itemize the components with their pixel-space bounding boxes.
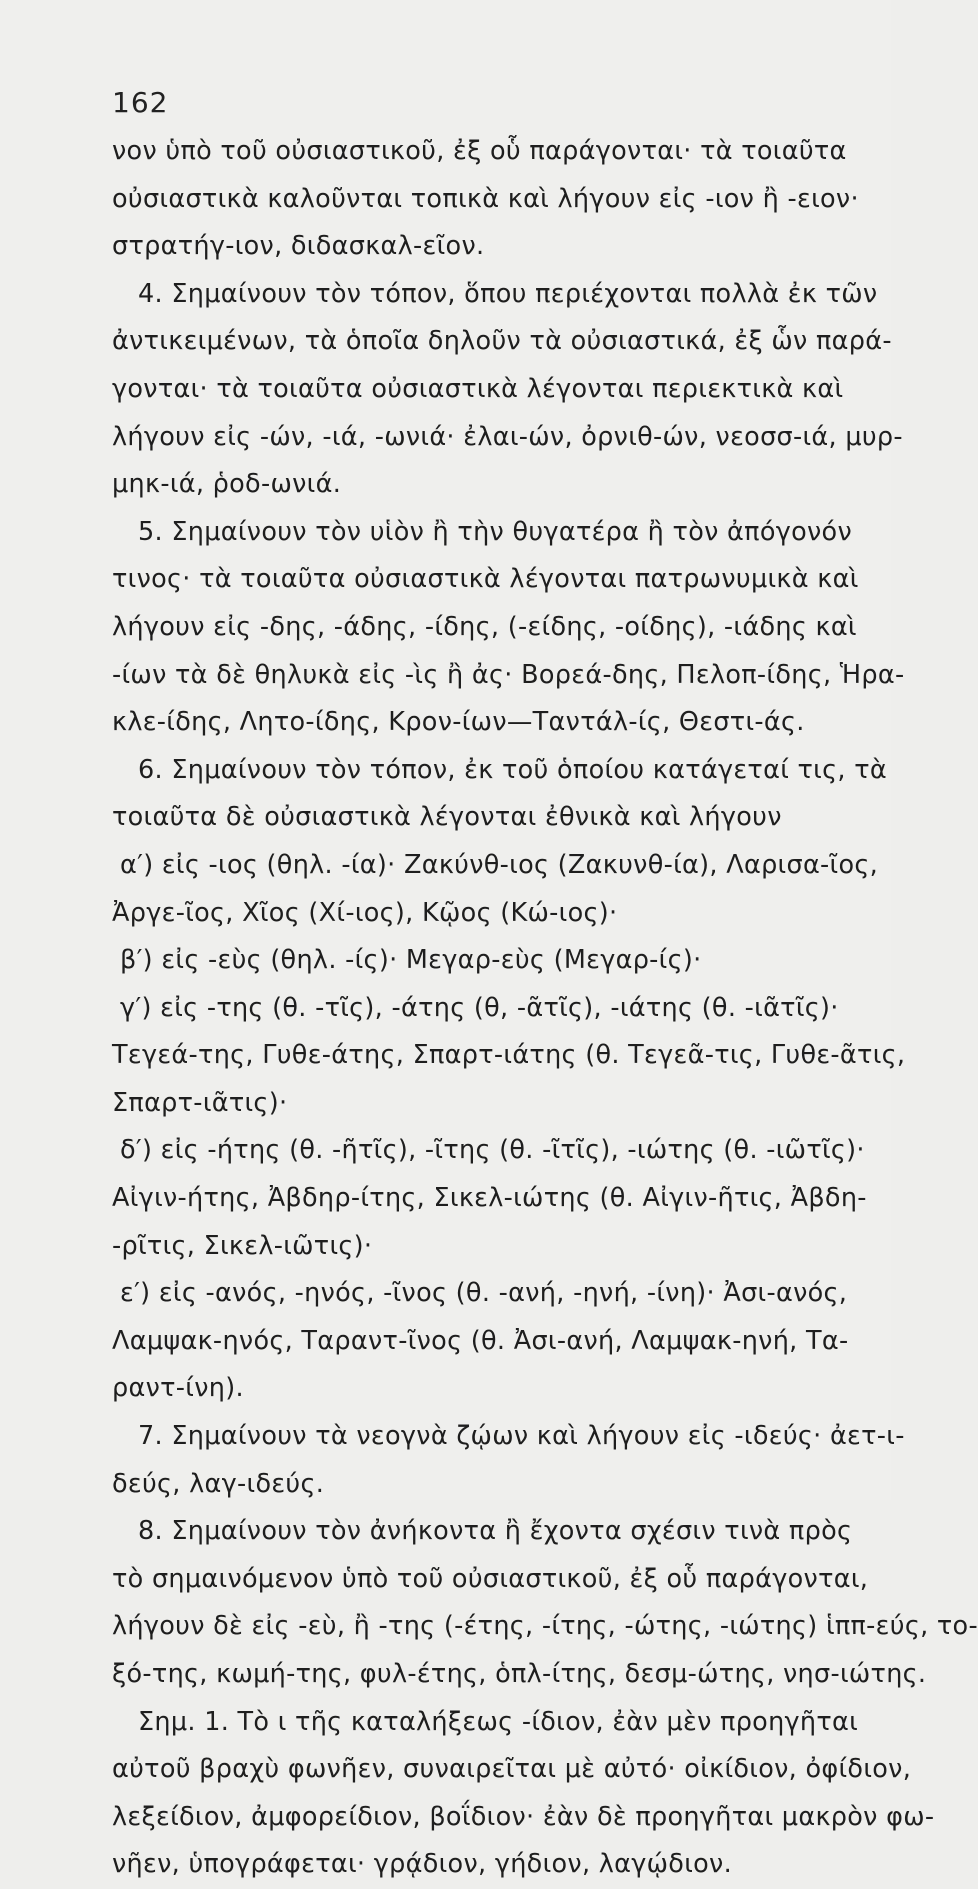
text-line: ἀντικειμένων, τὰ ὁποῖα δηλοῦν τὰ οὐσιαστικά, ἐξ ὧν παρά-	[112, 326, 892, 357]
text-line: Ἀργε-ῖος, Χῖος (Χί-ιος), Κῷος (Κώ-ιος)·	[112, 897, 618, 928]
text-line: λεξείδιον, ἀμφορείδιον, βοΐδιον· ἐὰν δὲ προηγῆται μακρὸν φω-	[112, 1801, 935, 1832]
text-line: γονται· τὰ τοιαῦτα οὐσιαστικὰ λέγονται περιεκτικὰ καὶ	[112, 373, 844, 404]
subsection-a-line: α′) εἰς -ιος (θηλ. -ία)· Ζακύνθ-ιος (Ζακυνθ-ία), Λαρισα-ῖος,	[120, 849, 879, 880]
subsection-b-line: β′) εἰς -εὺς (θηλ. -ίς)· Μεγαρ-εὺς (Μεγαρ-ίς)·	[120, 945, 702, 976]
section-8-line: 8. Σημαίνουν τὸν ἀνήκοντα ἢ ἔχοντα σχέσιν τινὰ πρὸς	[138, 1516, 853, 1547]
text-line: μηκ-ιά, ῥοδ-ωνιά.	[112, 469, 342, 500]
text-line: Λαμψακ-ηνός, Ταραντ-ῖνος (θ. Ἀσι-ανή, Λαμψακ-ηνή, Τα-	[112, 1325, 849, 1356]
text-line: κλε-ίδης, Λητο-ίδης, Κρον-ίων—Ταντάλ-ίς, Θεστι-άς.	[112, 707, 805, 738]
section-4-line: 4. Σημαίνουν τὸν τόπον, ὅπου περιέχονται πολλὰ ἐκ τῶν	[138, 278, 878, 309]
text-line: -ίων τὰ δὲ θηλυκὰ εἰς -ὶς ἢ ἀς· Βορεά-δης, Πελοπ-ίδης, Ἡρα-	[112, 659, 905, 690]
text-line: νον ὑπὸ τοῦ οὐσιαστικοῦ, ἐξ οὗ παράγονται· τὰ τοιαῦτα	[112, 136, 847, 166]
text-line: ξό-της, κωμή-της, φυλ-έτης, ὁπλ-ίτης, δεσμ-ώτης, νησ-ιώτης.	[112, 1659, 927, 1689]
text-line: ραντ-ίνη).	[112, 1373, 244, 1404]
text-line: δεύς, λαγ-ιδεύς.	[112, 1468, 325, 1499]
body-text	[112, 128, 978, 1889]
text-line: οὐσιαστικὰ καλοῦνται τοπικὰ καὶ λήγουν εἰς -ιον ἢ -ειον·	[112, 183, 859, 214]
subsection-e-line: ε′) εἰς -ανός, -ηνός, -ῖνος (θ. -ανή, -ηνή, -ίνη)· Ἀσι-ανός,	[120, 1278, 848, 1309]
subsection-d-line: δ′) εἰς -ήτης (θ. -ῆτῖς), -ῖτης (θ. -ῖτῖς), -ιώτης (θ. -ιῶτῖς)·	[120, 1135, 865, 1166]
text-line: νῆεν, ὑπογράφεται· γρᾴδιον, γήδιον, λαγῴδιον.	[112, 1849, 732, 1880]
text-line: τινος· τὰ τοιαῦτα οὐσιαστικὰ λέγονται πατρωνυμικὰ καὶ	[112, 564, 859, 595]
page-number: 162	[112, 86, 169, 119]
section-6-line: 6. Σημαίνουν τὸν τόπον, ἐκ τοῦ ὁποίου κατάγεταί τις, τὰ	[138, 754, 887, 785]
text-line: τὸ σημαινόμενον ὑπὸ τοῦ οὐσιαστικοῦ, ἐξ οὗ παράγονται,	[112, 1563, 869, 1594]
text-line: αὐτοῦ βραχὺ φωνῆεν, συναιρεῖται μὲ αὐτό· οἰκίδιον, ὀφίδιον,	[112, 1754, 912, 1785]
text-line: λήγουν εἰς -ών, -ιά, -ωνιά· ἐλαι-ών, ὀρνιθ-ών, νεοσσ-ιά, μυρ-	[112, 421, 903, 452]
text-line: στρατήγ-ιον, διδασκαλ-εῖον.	[112, 231, 485, 262]
text-line: λήγουν δὲ εἰς -εὺ, ἢ -της (-έτης, -ίτης, -ώτης, -ιώτης) ἱππ-εύς, το-	[112, 1611, 978, 1642]
section-5-line: 5. Σημαίνουν τὸν υἱὸν ἢ τὴν θυγατέρα ἢ τὸν ἀπόγονόν	[138, 516, 852, 547]
subsection-c-line: γ′) εἰς -της (θ. -τῖς), -άτης (θ, -ᾶτῖς), -ιάτης (θ. -ιᾶτῖς)·	[120, 992, 839, 1023]
text-line: Αἰγιν-ήτης, Ἀβδηρ-ίτης, Σικελ-ιώτης (θ. Αἰγιν-ῆτις, Ἀβδη-	[112, 1183, 867, 1214]
text-line: λήγουν εἰς -δης, -άδης, -ίδης, (-είδης, -οίδης), -ιάδης καὶ	[112, 611, 857, 642]
text-line: τοιαῦτα δὲ οὐσιαστικὰ λέγονται ἐθνικὰ καὶ λήγουν	[112, 802, 782, 833]
text-line: -ρῖτις, Σικελ-ιῶτις)·	[112, 1230, 373, 1261]
text-line: Σπαρτ-ιᾶτις)·	[112, 1087, 288, 1118]
note-line: Σημ. 1. Τὸ ι τῆς καταλήξεως -ίδιον, ἐὰν μὲν προηγῆται	[138, 1706, 859, 1737]
text-line: Τεγεά-της, Γυθε-άτης, Σπαρτ-ιάτης (θ. Τεγεᾶ-τις, Γυθε-ᾶτις,	[112, 1040, 906, 1071]
section-7-line: 7. Σημαίνουν τὰ νεογνὰ ζῴων καὶ λήγουν εἰς -ιδεύς· ἀετ-ι-	[138, 1421, 905, 1452]
